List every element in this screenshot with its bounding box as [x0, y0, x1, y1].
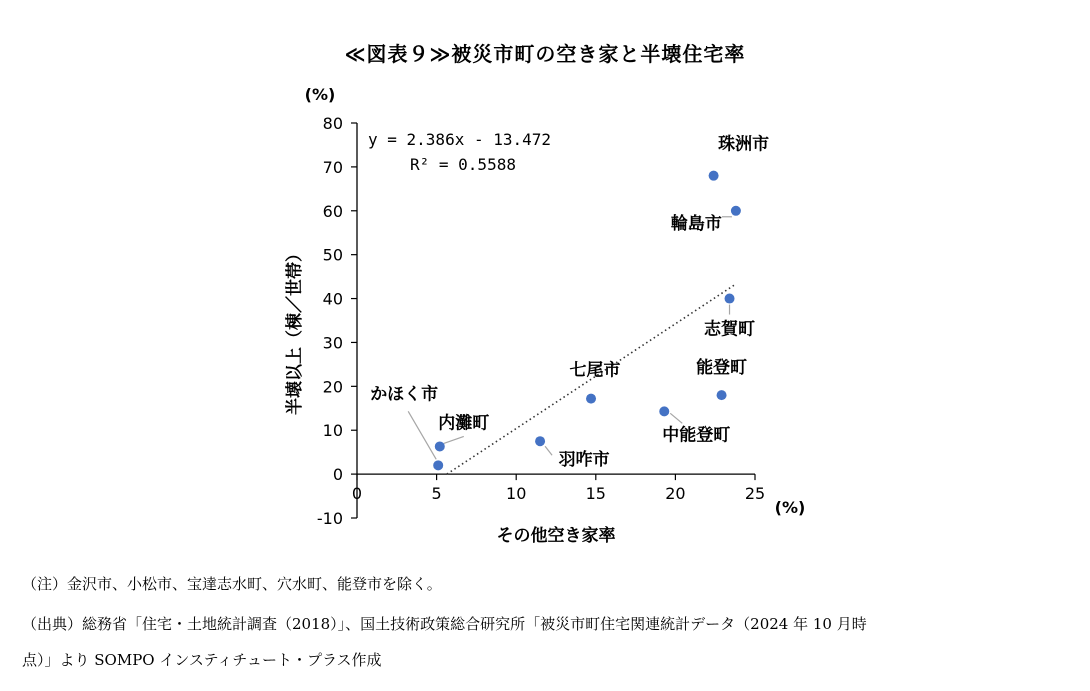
data-point [435, 441, 445, 451]
y-tick-label: 10 [322, 421, 343, 441]
x-tick-label: 5 [431, 484, 442, 504]
y-tick-label: 20 [322, 377, 343, 397]
point-label: 七尾市 [569, 360, 621, 381]
y-tick-label: 70 [322, 157, 343, 177]
data-point [717, 390, 727, 400]
y-tick-label: 30 [322, 333, 343, 353]
note-text: （注）金沢市、小松市、宝達志水町、穴水町、能登市を除く。 [22, 575, 442, 593]
x-tick-label: 25 [744, 484, 766, 504]
y-tick-label: -10 [316, 509, 343, 528]
x-tick-label: 20 [665, 484, 686, 504]
y-tick-label: 80 [322, 114, 343, 133]
x-tick-label: 15 [585, 484, 606, 504]
data-point [659, 406, 669, 416]
point-label: 中能登町 [662, 425, 731, 446]
data-point [586, 394, 596, 404]
data-point [535, 436, 545, 446]
source-text-line1: （出典）総務省「住宅・土地統計調査（2018）」、国土技術政策総合研究所「被災市町住宅関連統計データ（2024 年 10 月時 [22, 615, 867, 633]
point-label: 能登町 [696, 358, 748, 379]
y-tick-label: 60 [322, 201, 343, 221]
leader-line [670, 413, 682, 423]
data-point [709, 171, 719, 181]
point-label: かほく市 [370, 384, 439, 405]
x-tick-label: 10 [506, 484, 527, 504]
y-tick-label: 0 [332, 465, 343, 485]
leader-line [545, 446, 552, 455]
x-axis-label: その他空き家率 [496, 526, 616, 546]
x-tick-label: 0 [351, 484, 363, 504]
chart-title: ≪図表９≫被災市町の空き家と半壊住宅率 [344, 42, 746, 66]
data-point [433, 460, 443, 470]
point-labels [370, 134, 769, 471]
axes [317, 114, 765, 528]
y-unit-label: (%) [304, 85, 336, 104]
r-squared: R² = 0.5588 [410, 155, 516, 174]
point-label: 志賀町 [704, 319, 756, 340]
leader-line [408, 411, 436, 459]
data-point [731, 206, 741, 216]
trendline-equation: y = 2.386x - 13.472 [368, 130, 552, 149]
source-text-line2: 点）」より SOMPO インスティチュート・プラス作成 [22, 651, 382, 669]
leader-line [444, 436, 464, 443]
point-label: 輪島市 [670, 213, 722, 234]
point-label: 珠洲市 [718, 134, 770, 155]
point-label: 内灘町 [438, 413, 490, 434]
data-point [725, 294, 735, 304]
point-label: 羽咋市 [558, 450, 610, 471]
y-tick-label: 50 [322, 245, 343, 265]
x-unit-label: (%) [774, 498, 806, 517]
y-tick-label: 40 [322, 289, 343, 309]
y-axis-label: 半壊以上（棟／世帯） [285, 245, 305, 415]
